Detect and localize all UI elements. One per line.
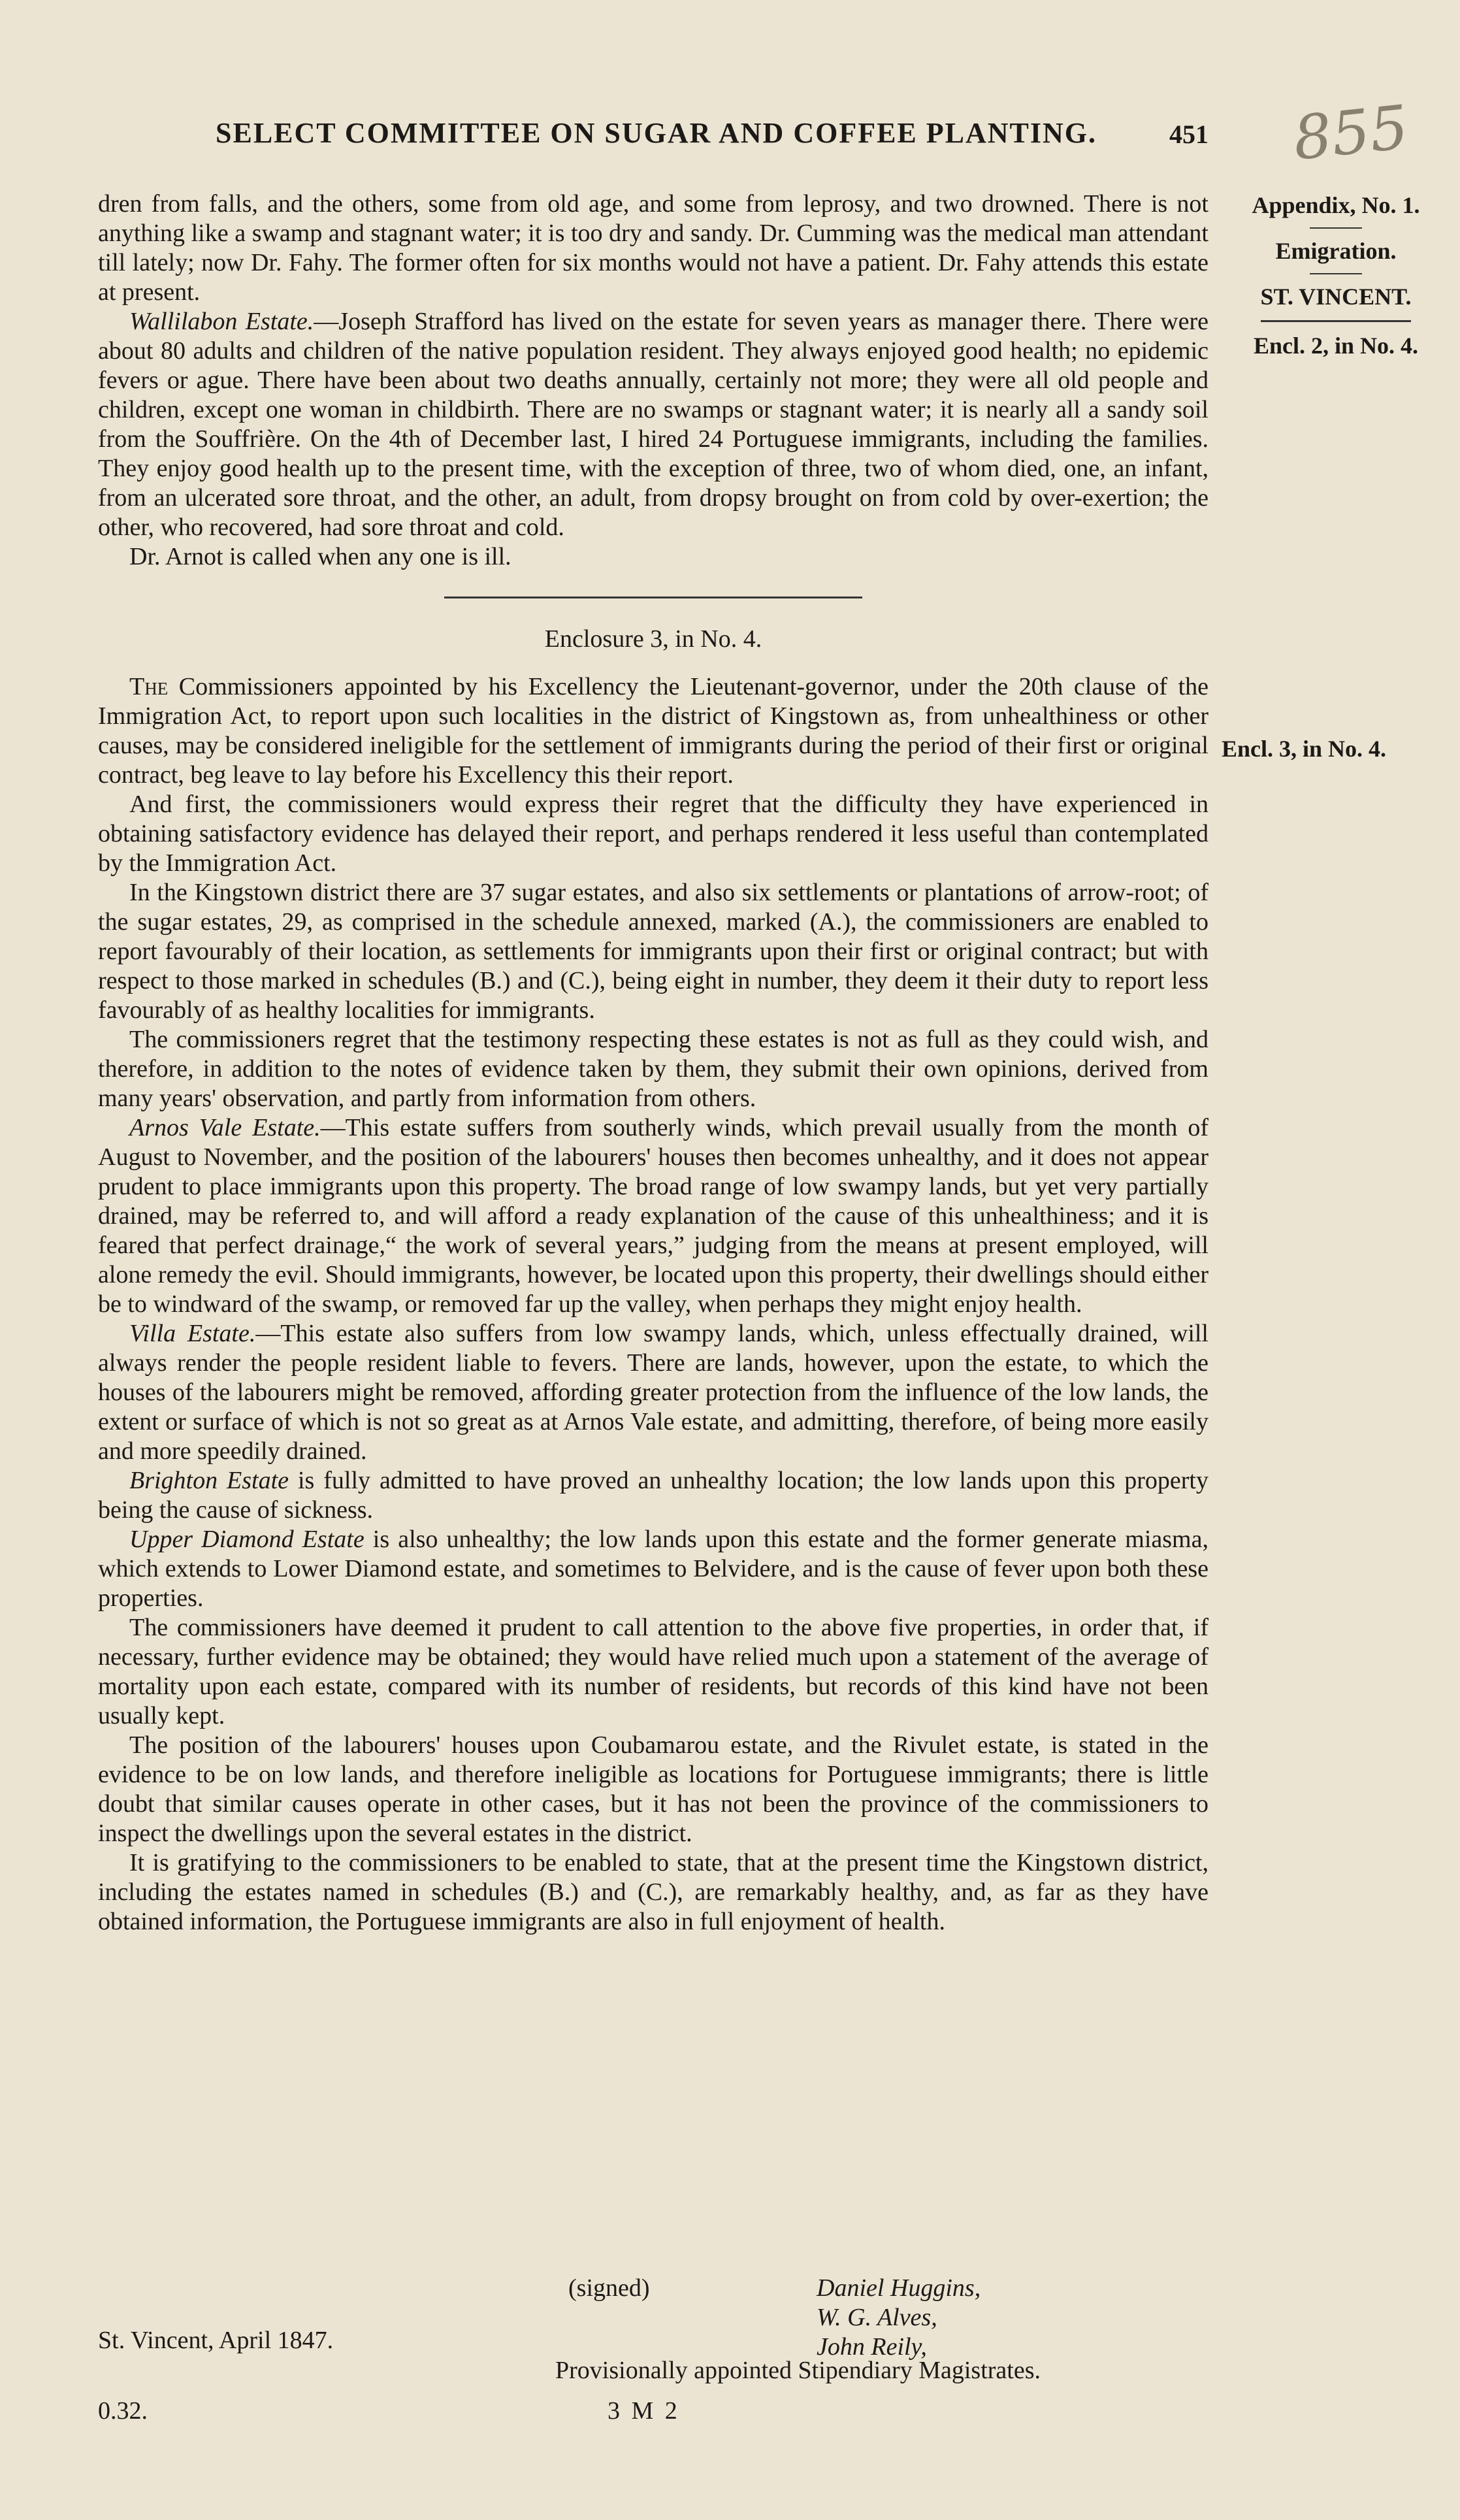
paragraph: The commissioners have deemed it prudent to call attention to the above five properties, in order that, if necessary, further evidence may be obtained; they would have relied much upon a statement of the average of mortality upon each estate, compared with its number of residents, but records of this kind have not been usually kept.: [98, 1614, 1209, 1729]
paragraph: Dr. Arnot is called when any one is ill.: [129, 543, 511, 570]
paragraph-text: is fully admitted to have proved an unhealthy location; the low lands upon this property being the cause of sickness.: [98, 1467, 1209, 1524]
enclosure-2-continuation: [98, 189, 1209, 572]
signatory-name: John Reily,: [817, 2333, 927, 2361]
estate-name: Upper Diamond Estate: [129, 1526, 365, 1553]
paragraph: The position of the labourers' houses upon Coubamarou estate, and the Rivulet estate, is stated in the evidence to be on low lands, and therefore ineligible as locations for Portuguese immigrants; there is little doubt that similar causes operate in other cases, but it has not been the province of the commissioners to inspect the dwellings upon the several estates in the district.: [98, 1731, 1209, 1847]
place-date: St. Vincent, April 1847.: [98, 2327, 334, 2354]
footer-paper-number: 0.32.: [98, 2397, 148, 2425]
margin-appendix: Appendix, No. 1.: [1252, 192, 1420, 218]
paragraph: dren from falls, and the others, some from old age, and some from leprosy, and two drowned. There is not anything like a swamp and stagnant water; it is too dry and sandy. Dr. Cumming was the medical man attendant till lately; now Dr. Fahy. The former often for six months would not have a patient. Dr. Fahy attends this estate at present.: [98, 190, 1209, 306]
paragraph: [98, 1525, 1209, 1613]
paragraph: It is gratifying to the commissioners to be enabled to state, that at the present time the Kingstown district, including the estates named in schedules (B.) and (C.), are remarkably healthy, and, as far as they have obtained information, the Portuguese immigrants are also in full enjoyment of health.: [98, 1849, 1209, 1935]
paragraph: In the Kingstown district there are 37 sugar estates, and also six settlements or plantations of arrow-root; of the sugar estates, 29, as comprised in the schedule annexed, marked (A.), the commissioners are enabled to report favourably of their location, as settlements for immigrants upon their first or original contract; but with respect to those marked in schedules (B.) and (C.), being eight in number, they deem it their duty to report less favourably of as healthy localities for immigrants.: [98, 879, 1209, 1024]
enclosure-3: [98, 625, 1209, 1937]
main-text: [98, 189, 1209, 1937]
paragraph-text: —This estate suffers from southerly winds, which prevail usually from the month of August to November, and the position of the labourers' houses then becomes unhealthy, and it does not appear prudent to place immigrants upon this property. The broad range of low swampy lands, but yet very partially drained, may be referred to, and will afford a ready explanation of the cause of this unhealthiness; and it is feared that perfect drainage,“ the work of several years,” judging from the means at present employed, will alone remedy the evil. Should immigrants, however, be located upon this property, their dwellings should either be to windward of the swamp, or removed far up the valley, when perhaps they might enjoy health.: [98, 1114, 1209, 1318]
paragraph-text: —Joseph Strafford has lived on the estate for seven years as manager there. There were about 80 adults and children of the native population resident. They always enjoyed good health; no epidemic fevers or ague. There have been about two deaths annually, certainly not more; they were all old people and children, except one woman in childbirth. There are no swamps or stagnant water; it is nearly all a sandy soil from the Souffrière. On the 4th of December last, I hired 24 Portuguese immigrants, including the families. They enjoy good health up to the present time, with the exception of three, two of whom died, one, an infant, from an ulcerated sore throat, and the other, an adult, from dropsy brought on from cold by over-exertion; the other, who recovered, had sore throat and cold.: [98, 308, 1209, 541]
signatory-name: Daniel Huggins,: [817, 2274, 981, 2302]
signatory-name: W. G. Alves,: [817, 2304, 937, 2331]
footer-signature-mark: 3 M 2: [608, 2397, 680, 2425]
margin-colony: ST. VINCENT.: [1260, 284, 1412, 310]
paragraph: [98, 307, 1209, 542]
enclosure-title: Enclosure 3, in No. 4.: [544, 625, 762, 653]
paragraph-text: is also unhealthy; the low lands upon this estate and the former generate miasma, which extends to Lower Diamond estate, and sometimes to Belvidere, and is the cause of fever upon both these properties.: [98, 1526, 1209, 1612]
estate-name: Wallilabon Estate.: [129, 308, 314, 335]
paragraph: [98, 672, 1209, 790]
paragraph: [98, 1319, 1209, 1466]
paragraph: And first, the commissioners would express their regret that the difficulty they have experienced in obtaining satisfactory evidence has delayed their report, and perhaps rendered it less useful than contemplated by the Immigration Act.: [98, 791, 1209, 877]
signatory-names: [817, 2274, 981, 2362]
paragraph-text: —This estate also suffers from low swampy lands, which, unless effectually drained, will always render the people resident liable to fevers. There are lands, however, upon the estate, to which the houses of the labourers might be removed, affording greater protection from the influence of the low lands, the extent or surface of which is not so great as at Arnos Vale estate, and admitting, therefore, of being more easily and more speedily drained.: [98, 1320, 1209, 1465]
running-head: SELECT COMMITTEE ON SUGAR AND COFFEE PLANTING.: [216, 117, 1097, 149]
paragraph: [98, 1113, 1209, 1319]
paragraph: [98, 1466, 1209, 1525]
margin-notes: [1228, 189, 1444, 361]
margin-emigration: Emigration.: [1275, 238, 1397, 264]
section-divider: [444, 597, 862, 598]
margin-divider: [1261, 320, 1411, 322]
margin-divider: [1310, 273, 1362, 274]
margin-divider: [1310, 227, 1362, 229]
handwritten-folio-number: 855: [1290, 92, 1412, 174]
signatory-title: Provisionally appointed Stipendiary Magistrates.: [555, 2357, 1041, 2384]
estate-name: Arnos Vale Estate.: [129, 1114, 321, 1141]
lead-word: The: [129, 673, 169, 700]
paragraph: The commissioners regret that the testimony respecting these estates is not as full as they could wish, and therefore, in addition to the notes of evidence taken by them, they submit their own opinions, derived from many years' observation, and partly from information from others.: [98, 1026, 1209, 1112]
signed-label: (signed): [568, 2274, 650, 2302]
margin-encl3: Encl. 3, in No. 4.: [1222, 736, 1387, 762]
page-number: 451: [1169, 120, 1209, 149]
estate-name: Brighton Estate: [129, 1467, 289, 1494]
paragraph-text: Commissioners appointed by his Excellency the Lieutenant-governor, under the 20th clause of the Immigration Act, to report upon such localities in the district of Kingstown as, from unhealthiness or other causes, may be considered ineligible for the settlement of immigrants during the period of their first or original contract, beg leave to lay before his Excellency this their report.: [98, 673, 1209, 789]
margin-encl2: Encl. 2, in No. 4.: [1253, 333, 1419, 359]
estate-name: Villa Estate.: [129, 1320, 256, 1347]
